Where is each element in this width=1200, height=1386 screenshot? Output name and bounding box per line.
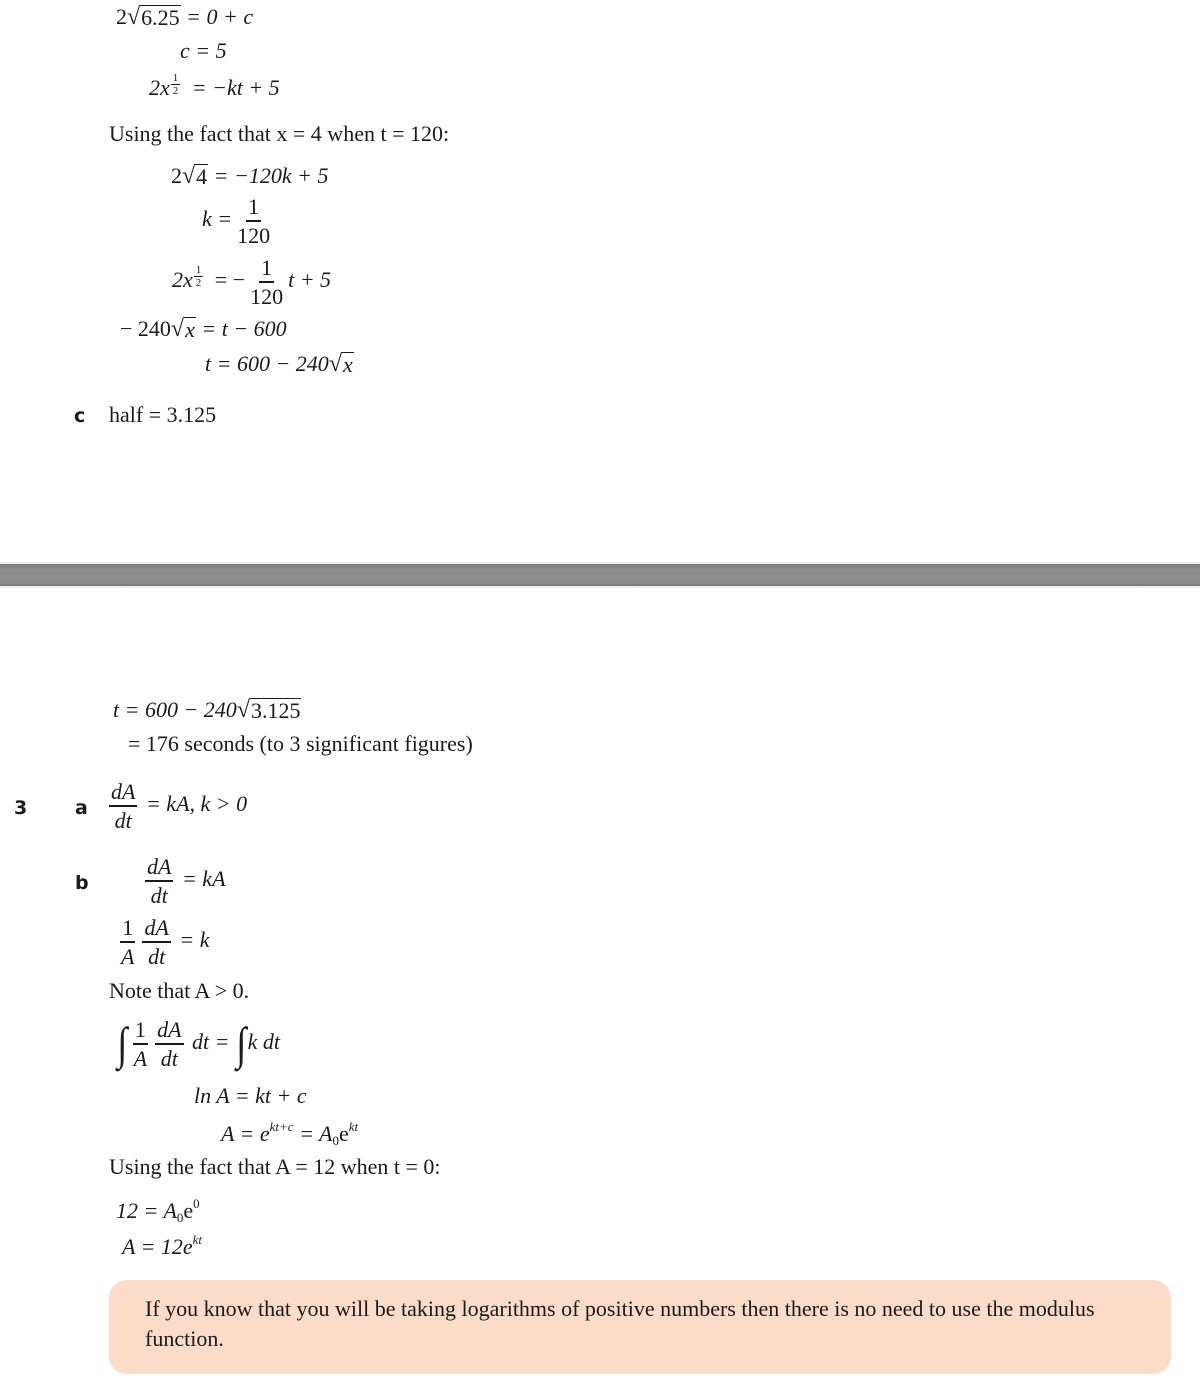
sqrt-expression: √ 3.125 <box>236 697 301 723</box>
derivative-fraction: $\frac{dA}{dt}$ <box>144 915 169 970</box>
exponent-fraction: $\frac{1}{2}$ <box>172 72 179 98</box>
using-fact-text: Using the fact that x = 4 when t = 120: <box>109 121 450 146</box>
sqrt-expression: √ 6.25 <box>127 4 180 30</box>
page-break-bar <box>0 562 1200 588</box>
fraction: $\frac{1}{A}$ <box>121 915 135 970</box>
tip-box <box>109 1280 1171 1374</box>
derivative-fraction: $\frac{dA}{dt}$ <box>157 1017 182 1072</box>
continuation-line-2: = 176 seconds (to 3 significant figures) <box>128 731 473 756</box>
equation-line-5: 2 √ 4 = −120k + 5 <box>171 163 329 189</box>
tip-text: If you know that you will be taking logarithms of positive numbers then there is no need to use the modulus function. <box>145 1296 1095 1351</box>
page-divider <box>0 558 1200 586</box>
equation-line-7: 2x $\frac{1}{2}$ = − $\frac{1}{120}$ t + 5 <box>172 255 332 310</box>
part-c-label: c <box>74 405 86 427</box>
substitution-equation: $12 = A_0e^0$ <box>116 1196 200 1225</box>
equation-line-8: − 240 √ x = t − 600 <box>120 316 287 342</box>
equation-line-6: k = $\frac{1}{120}$ <box>202 194 271 249</box>
fraction: $\frac{1}{120}$ <box>237 194 271 249</box>
exponent-fraction: $\frac{1}{2}$ <box>195 264 202 290</box>
equation-line-1 <box>116 5 253 29</box>
coefficient: 2 <box>116 4 127 29</box>
derivative-fraction: $\frac{dA}{dt}$ <box>147 854 172 909</box>
sqrt-sign-icon: √ <box>127 4 141 30</box>
integral-equation: ∫ $\frac{1}{A}$ $\frac{dA}{dt}$ dt = ∫k dt <box>117 1017 280 1072</box>
sqrt-sign-icon: √ <box>328 351 342 377</box>
result-equation: $A = 12e^{kt}$ <box>122 1232 203 1259</box>
equation-line-9: t = 600 − 240 √ x <box>205 351 353 377</box>
part-c-answer: half = 3.125 <box>109 402 217 427</box>
part-a-equation: $\frac{dA}{dt}$ = kA, k > 0 <box>111 779 248 834</box>
sqrt-sign-icon: √ <box>170 316 185 342</box>
part-b-label: b <box>75 872 89 894</box>
exponential-equation: $A = e^{kt+c} = A_0e^{kt}$ <box>221 1119 359 1148</box>
sqrt-sign-icon: √ <box>236 697 250 723</box>
using-fact-text-2: Using the fact that A = 12 when t = 0: <box>109 1154 441 1179</box>
continuation-line-1: t = 600 − 240 √ 3.125 <box>113 697 301 723</box>
sqrt-sign-icon: √ <box>182 163 196 189</box>
derivative-fraction: $\frac{dA}{dt}$ <box>111 779 136 834</box>
note-text: Note that A > 0. <box>109 978 250 1003</box>
sqrt-expression: √ 4 <box>182 163 208 189</box>
fraction: $\frac{1}{A}$ <box>133 1017 148 1072</box>
part-b-eq1: $\frac{dA}{dt}$ = kA <box>147 854 226 909</box>
equation-line-3: 2x $\frac{1}{2}$ = −kt + 5 <box>149 72 280 100</box>
sqrt-expression: √ x <box>170 316 195 342</box>
integral-sign-icon: ∫ <box>117 1018 128 1070</box>
part-a-label: a <box>75 797 88 819</box>
integral-sign-icon: ∫ <box>236 1018 247 1070</box>
sqrt-expression: √ x <box>328 351 353 377</box>
ln-equation: ln A = kt + c <box>194 1083 307 1108</box>
equation-rhs: = 0 + c <box>186 4 254 29</box>
part-b-eq2: $\frac{1}{A}$ $\frac{dA}{dt}$ = k <box>121 915 210 970</box>
question-number: 3 <box>14 797 28 819</box>
equation-line-2: c = 5 <box>180 38 227 63</box>
fraction: $\frac{1}{120}$ <box>250 255 284 310</box>
